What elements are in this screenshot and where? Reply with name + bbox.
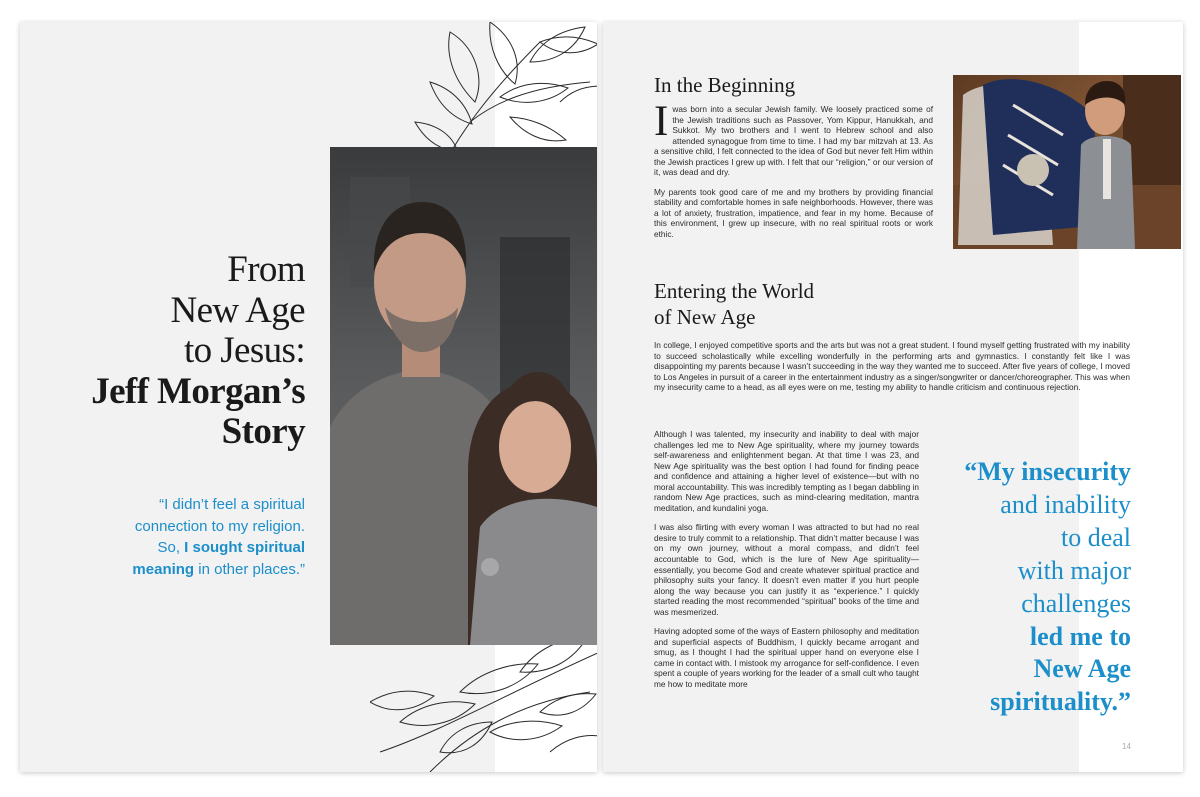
paragraph: Having adopted some of the ways of Eastern philosophy and meditation and superficial aspects of Buddhism, I quickly became arrogant and smug, as I thought I had the spiritual upper hand on everyone else I came in contact with. I mistook my arrogance for self-confidence. I even spent a couple of years working for the leader of a small cult who taught me how to meditate more [654,626,919,690]
pull-quote-line: New Age [1033,654,1131,684]
section-heading-new-age [654,278,814,330]
pull-quote [891,456,1131,719]
right-page [603,22,1183,772]
intro-quote [20,494,305,580]
paragraph: Although I was talented, my insecurity and inability to deal with major challenges led me to New Age spirituality, where my journey towards self-awareness and enlightenment began. At that time I was 23, and New Age spirituality was the best option I had found for finding peace and confidence and attaining a higher level of existence—but with no moral accountability. This was incredibly tempting as I began dabbling in random New Age practices, such as mind-clearing meditation, mantra meditation, and kundalini yoga. [654,429,919,513]
pull-quote-line: with major [1017,555,1131,585]
left-page [20,22,597,772]
article-title [25,250,305,453]
page-number: 14 [1122,742,1131,751]
intro-quote-text: in other places.” [194,560,305,578]
intro-quote-emphasis: I sought spiritual [184,539,305,557]
intro-quote-line: “I didn’t feel a spiritual [159,496,305,513]
intro-quote-emphasis: meaning [132,560,195,578]
intro-quote-line: connection to my religion. [134,517,305,535]
paragraph: I was also flirting with every woman I was attracted to but had no real desire to truly commit to a relationship. That didn’t matter because I was on my own journey, without a moral compass, and didn’t feel accountable to God, which is the lure of New Age spirituality—essentially, you become God and create whatever spiritual practice and philosophy suits your fancy. It doesn’t even matter if you hurt people along the way because you can justify it as “experience.” I quickly started reading the most recommended “spiritual” books of the time and was mesmerized. [654,522,919,617]
section-heading-text: In the Beginning [654,73,796,97]
couple-photo [330,147,597,645]
pull-quote-line: led me to [1029,621,1131,651]
paragraph: In college, I enjoyed competitive sports and the arts but was not a great student. I found myself getting frustrated with my inability to succeed scholastically while excelling wonderfully in the performing arts and gymnastics. I constantly felt like I was disappointing my parents because I wasn’t succeeding in the way they wanted me to succeed. After five years of college, I moved to Los Angeles in pursuit of a career in the entertainment industry as a singer/songwriter or dancer/choreographer. This was when my insecurity came to a head, as all eyes were on me, testing my ability to handle criticism and continuous rejection. [654,340,1130,393]
pull-quote-line: “My insecurity [964,457,1131,486]
section-heading-text: of New Age [654,305,756,329]
title-line-bold: Jeff Morgan’s [91,370,305,412]
section-heading-text: Entering the World [654,279,815,303]
paragraph [654,98,933,178]
section-heading-beginning [654,72,795,98]
pull-quote-line: to deal [1060,522,1131,552]
title-line: From [227,249,305,290]
drop-cap: I [654,98,669,145]
title-line: to Jesus: [183,330,305,371]
section-body-beginning [654,98,933,249]
botanical-line-art-bottom [370,632,597,772]
intro-quote-line [20,537,305,559]
pull-quote-line: spirituality.” [990,687,1131,717]
title-line-bold: Story [221,411,305,452]
paragraph-text: was born into a secular Jewish family. We loosely practiced some of the Jewish traditions such as Passover, Yom Kippur, Hanukkah, and Sukkot. My two brothers and I went to Hebrew school and also attended synagogue from time to time. I had my bar mitzvah at 13. As a sensitive child, I felt connected to the idea of God but never felt Him within the Jewish practices I grew up with. I felt that our “religion,” or our version of it, was dead and dry. [654,104,933,178]
title-line: New Age [170,289,305,331]
childhood-bar-mitzvah-photo [953,75,1181,249]
paragraph: My parents took good care of me and my brothers by providing financial stability and comfortable homes in safe neighborhoods. However, there was a lot of anxiety, frustration, impatience, and fear in my home. Because of this environment, I grew up insecure, with no real spiritual roots or work ethic. [654,186,933,240]
section-body-new-age-intro [654,340,1130,402]
intro-quote-text: So, [157,539,185,557]
intro-quote-line [20,559,305,581]
section-body-new-age [654,429,919,699]
pull-quote-line: challenges [1021,588,1131,618]
pull-quote-line: and inability [1000,489,1131,519]
